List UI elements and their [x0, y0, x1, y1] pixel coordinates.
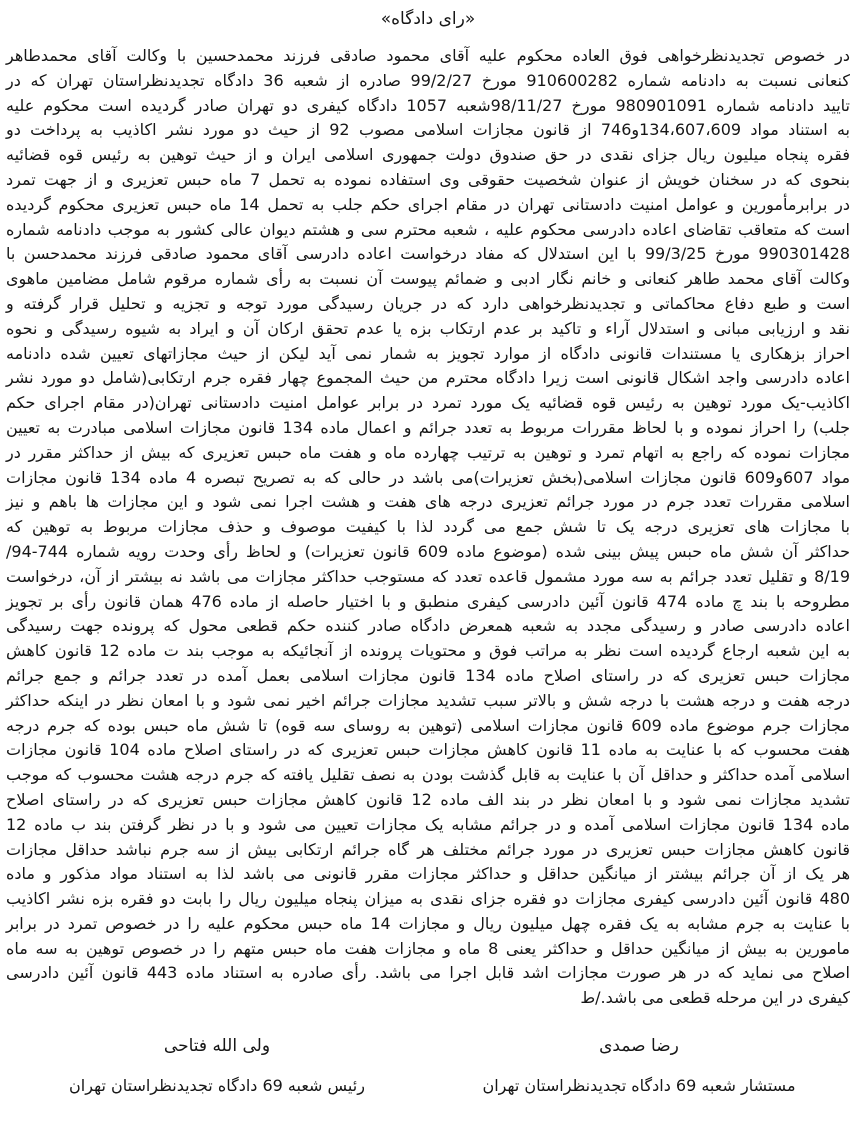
signer-name-rais: ولی الله فتاحی [163, 1036, 271, 1057]
text-line: است که متعاقب تقاضای اعاده دادرسی محکوم علیه ، شعبه محترم سی و هشتم دیوان عالی کشور به موجب دادنامه شماره [6, 219, 850, 239]
text-line: به استناد مواد 134،607،609و746 از قانون مجازات اسلامی مصوب 92 از حیث دو مورد نشر اکاذیب به پرداخت دو [6, 120, 851, 140]
text-line: هفت محسوب که با عنایت به ماده 11 قانون کاهش مجازات حبس تعزیری که در راستای اصلاح ماده 104 قانون مجازات [6, 740, 851, 760]
text-line: در برابرمأمورین و عوامل امنیت دادستانی تهران در مقام اجرای حکم جلب به تحمل 14 ماه حبس تعزیری محکوم گردیده [6, 194, 851, 214]
signature-left [428, 1035, 850, 1097]
text-line: اعاده دادرسی واجد اشکال قانونی است زیرا دادگاه محترم من حیث المجموع چهار فقره جرم ارتکابی(شامل دو مورد نشر [6, 368, 850, 388]
signature-block [6, 1035, 850, 1097]
text-line: فقره پنجاه میلیون ریال جزای نقدی در حق صندوق دولت جمهوری اسلامی ایران و از حیث توهین به رئیس قوه قضائیه [6, 145, 850, 165]
text-line: اصلاح می نماید که در هر صورت مجازات اشد قابل اجرا می باشد. رأی صادره به استناد ماده 443 قانون آئین دادرسی [6, 963, 850, 983]
text-line: 990301428 مورخ 99/3/25 با این استدلال که مفاد درخواست اعاده دادرسی آقای محمود صادقی فرزند محمدحسن با [6, 244, 851, 264]
text-line: تشدید مجازات نمی شود و با امعان نظر در بند الف ماده 12 قانون کاهش مجازات حبس تعزیری که در راستای اصلاح [6, 789, 850, 809]
text-line: بنحوی که در سخنان خویش از عنوان شخصیت حقوقی وی استفاده نموده به تحمل 7 ماه حبس تعزیری و از جهت تمرد [6, 169, 850, 189]
signer-role-mostashar: مستشار شعبه 69 دادگاه تجدیدنظراستان تهران [482, 1076, 796, 1096]
text-line: درجه هفت و درجه هشت با درجه شش و بالاتر سبب تشدید مجازات جرائم اخیر نمی شود و با امعان نظر در اینکه حداکثر [6, 690, 850, 710]
text-line: اکاذیب-یک مورد توهین به رئیس قوه قضائیه یک مورد تمرد در برابر عوامل امنیت دادستانی تهران(در مقام اجرای حکم [6, 393, 850, 413]
text-line: اسلامی مقررات تعدد جرم در مورد جرائم تعزیری درجه های هفت و هشت اجرا نمی شود و این مجازات ها باهم و نیز [6, 492, 850, 512]
text-line: حداکثر آن شش ماه حبس پیش بینی شده (موضوع ماده 609 قانون تعزیرات) و لحاظ رأی وحدت رویه شماره 744-94/ [6, 541, 850, 561]
text-line: با مجازات های تعزیری درجه یک تا شش جمع می گردد لذا با کیفیت موصوف و حذف مجازات مربوط به توهین که [6, 517, 850, 537]
signer-name-mostashar: رضا صمدی [599, 1036, 679, 1057]
text-line: اعاده دادرسی صادر و رسیدگی مجدد به شعبه همعرض دادگاه صادر کننده حکم قطعی محول که پرونده جهت رسیدگی [6, 616, 850, 636]
text-line: 480 قانون آئین دادرسی کیفری مجازات دو فقره جزای نقدی به میزان پنجاه میلیون ریال را بابت دو فقره بزه نشر اکاذیب [6, 889, 850, 909]
page-title: «رای دادگاه» [380, 9, 476, 29]
text-line: مجازات جرم موضوع ماده 609 قانون مجازات اسلامی (توهین به روسای سه قوه) تا شش ماه حبس بوده که جرم درجه [6, 715, 850, 735]
text-line: به این شعبه ارجاع گردیده است نظر به مراتب فوق و محتویات پرونده از آنجائیکه به موجب بند ت ماده 12 قانون کاهش [6, 641, 850, 661]
ruling-body-text [6, 44, 850, 1011]
text-line: جلب) را احراز نموده و با لحاظ مقررات مربوط به تعدد جرائم و اعمال ماده 134 قانون مجازات اسلامی مبادرت به تعیین [6, 417, 851, 437]
text-line: مجازات نموده که راجع به اتهام تمرد و توهین به ترتیب چهارده ماه و هفت ماه حبس تعزیری که بیش از حداکثر مقرر در [6, 442, 850, 462]
text-line: هر یک از آن جرائم بیشتر از میانگین حداقل و حداکثر مجازات مقرر قانونی می باشد لذا به استناد مواد مذکور و ماده [6, 864, 850, 884]
text-line: وکالت آقای محمد طاهر کنعانی و خانم نگار ادبی و ضمائم پیوست آن نسبت به رأی شماره مرقوم شامل مضامین ماهوی [6, 269, 850, 289]
text-line: مجازات حبس تعزیری که در راستای اصلاح ماده 134 قانون مجازات اسلامی بعمل آمده در تعدد جرائم و جمع جرائم [6, 665, 851, 685]
text-line: است و طبع دفاع محاکماتی و تجدیدنظرخواهی دارد که در جریان رسیدگی مورد توجه و تجزیه و تحلیل قرار گرفته و [6, 293, 850, 313]
text-line: کیفری در این مرحله قطعی می باشد./ط [580, 988, 850, 1008]
text-line: قانون کاهش مجازات حبس تعزیری در مورد جرائم مختلف هر گاه جرائم ارتکابی بیش از سه جرم نباشد حداقل مجازات [6, 839, 850, 859]
text-line: در خصوص تجدیدنظرخواهی فوق العاده محکوم علیه آقای محمود صادقی فرزند محمدحسین با وکالت آقای محمدطاهر [6, 46, 850, 65]
text-line: مامورین به بیش از میانگین حداقل و حداکثر یعنی 8 ماه و مجازات هفت ماه حبس متهم را در خصوص توهین به سه ماه [6, 938, 851, 958]
text-line: نقد و ارزیابی مبانی و استدلال آراء و تاکید بر عدم ارتکاب بزه یا عدم تحقق ارکان آن و ایراد به شیوه رسیدگی و نحوه [6, 318, 850, 338]
signer-role-rais: رئیس شعبه 69 دادگاه تجدیدنظراستان تهران [69, 1076, 365, 1096]
text-line: ماده 134 قانون مجازات اسلامی آمده و در جرائم مشابه یک مجازات تعیین می شود و با در نظر گرفتن بند ب ماده 12 [6, 814, 851, 834]
signature-right [6, 1035, 428, 1097]
text-line: مطروحه با بند چ ماده 474 قانون آئین دادرسی کیفری منطبق و با اختیار حاصله از ماده 476 همان قانون رأی بر تجویز [6, 591, 850, 611]
text-line: اسلامی آمده حداکثر و حداقل آن با عنایت به قابل گذشت بودن به نصف تقلیل یافته که جرم درجه هشت محسوب که موجب [6, 765, 850, 785]
text-line: کنعانی نسبت به دادنامه شماره 910600282 مورخ 99/2/27 صادره از شعبه 36 دادگاه تجدیدنظراستان تهران که در [6, 70, 850, 90]
text-line: مواد 607و609 قانون مجازات اسلامی(بخش تعزیرات)می باشد در حالی که به تصریح تبصره 4 ماده 134 قانون مجازات [6, 467, 851, 487]
text-line: 8/19 و تقلیل تعدد جرائم به سه مورد مشمول قاعده تعدد که مستوجب حداکثر مجازات می باشد نه بیشتر از آن، درخواست [6, 566, 850, 586]
text-line: تایید دادنامه شماره 980901091 مورخ 98/11/27شعبه 1057 دادگاه کیفری دو تهران صادر گردیده است محکوم علیه [6, 95, 851, 115]
text-line: با عنایت به جرم مشابه به یک فقره چهل میلیون ریال و مجازات 14 ماه حبس محکوم علیه را در خصوص تمرد در برابر [6, 913, 850, 933]
text-line: احراز بزهکاری یا مستندات قانونی دادگاه از موارد تجویز به شمار نمی آید لیکن از حیث مجازاتهای تعیین شده دادنامه [6, 343, 850, 363]
